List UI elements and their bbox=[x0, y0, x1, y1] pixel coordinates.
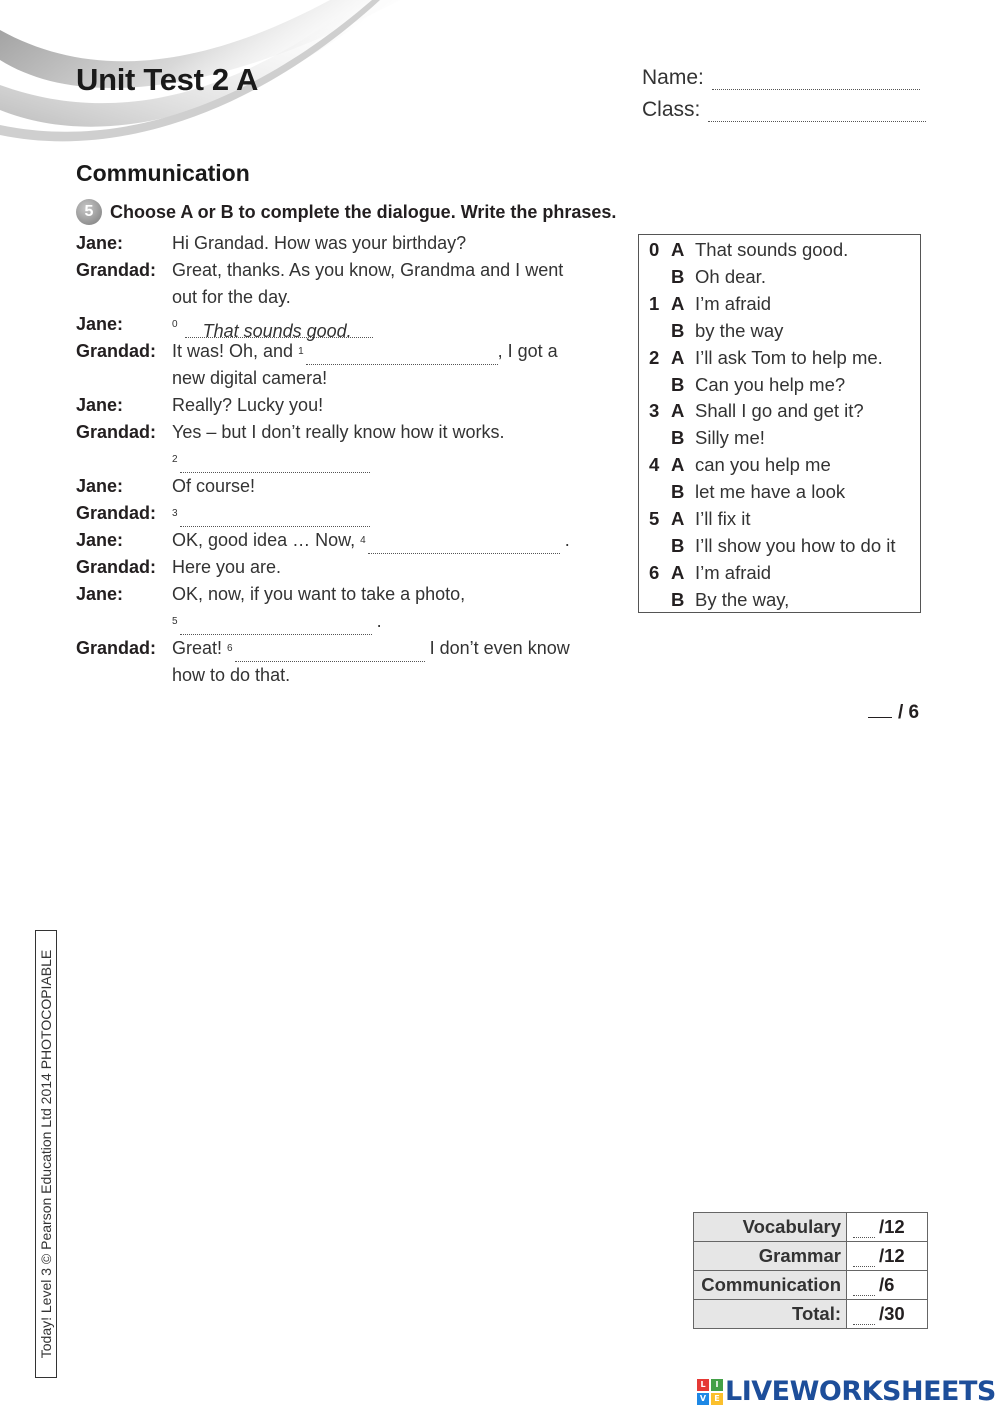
option-phrase: by the way bbox=[695, 319, 784, 341]
option-number: 5 bbox=[649, 508, 660, 530]
option-number: 1 bbox=[649, 292, 660, 314]
speech: out for the day. bbox=[172, 287, 291, 307]
score-max: /12 bbox=[879, 1245, 905, 1266]
option-row bbox=[649, 318, 920, 345]
exercise-score-max: / 6 bbox=[898, 702, 920, 723]
speech: new digital camera! bbox=[172, 368, 328, 388]
option-letter: A bbox=[671, 239, 685, 260]
score-input-line[interactable] bbox=[853, 1308, 875, 1325]
speech: Great! bbox=[172, 638, 223, 658]
name-label: Name: bbox=[642, 66, 704, 89]
speech: , I got a bbox=[497, 341, 558, 361]
score-cell[interactable] bbox=[847, 1300, 928, 1329]
copyright-text: Today! Level 3 © Pearson Education Ltd 2014 PHOTOCOPIABLE bbox=[38, 949, 54, 1359]
exercise-score-input[interactable] bbox=[868, 717, 892, 718]
section-title: Communication bbox=[76, 160, 250, 186]
dialogue-line bbox=[76, 473, 596, 500]
speech: Here you are. bbox=[172, 557, 282, 577]
name-input-line[interactable] bbox=[712, 73, 920, 90]
score-max: /12 bbox=[879, 1216, 905, 1237]
class-label: Class: bbox=[642, 98, 701, 121]
unit-title: Unit Test 2 A bbox=[76, 62, 259, 97]
option-row bbox=[649, 533, 920, 560]
options-box bbox=[638, 234, 921, 613]
dialogue-line bbox=[76, 581, 596, 635]
dialogue-line bbox=[76, 554, 596, 581]
speech: I don’t even know bbox=[429, 638, 570, 658]
exercise-score bbox=[868, 702, 919, 724]
gap-number: 4 bbox=[360, 535, 366, 546]
dialogue bbox=[76, 230, 596, 689]
option-row bbox=[649, 372, 920, 399]
option-phrase: By the way, bbox=[695, 588, 790, 610]
option-phrase: I’ll show you how to do it bbox=[695, 534, 896, 556]
answer-gap-4[interactable] bbox=[368, 533, 560, 554]
option-row bbox=[649, 345, 920, 372]
option-letter: B bbox=[671, 534, 685, 556]
class-field[interactable] bbox=[642, 98, 926, 122]
option-row bbox=[649, 587, 920, 614]
option-row bbox=[649, 291, 920, 318]
score-label: Communication bbox=[694, 1271, 847, 1300]
speaker: Jane: bbox=[76, 584, 124, 604]
answer-gap-5[interactable] bbox=[180, 614, 372, 635]
speaker: Grandad: bbox=[76, 638, 157, 658]
score-row bbox=[694, 1271, 928, 1300]
score-max: /30 bbox=[879, 1303, 905, 1324]
logo-letter: I bbox=[711, 1379, 723, 1391]
example-answer: That sounds good. bbox=[185, 318, 373, 338]
instruction bbox=[76, 199, 616, 225]
speaker: Grandad: bbox=[76, 341, 157, 361]
score-row bbox=[694, 1213, 928, 1242]
instruction-text: Choose A or B to complete the dialogue. Write the phrases. bbox=[110, 201, 617, 222]
speaker: Grandad: bbox=[76, 557, 157, 577]
gap-number: 3 bbox=[172, 508, 178, 519]
option-row bbox=[649, 506, 920, 533]
option-letter: A bbox=[671, 508, 685, 530]
option-number: 4 bbox=[649, 454, 660, 476]
option-row bbox=[649, 452, 920, 479]
speech: OK, good idea … Now, bbox=[172, 530, 356, 550]
option-row bbox=[649, 560, 920, 587]
gap-number: 0 bbox=[172, 319, 178, 330]
score-input-line[interactable] bbox=[853, 1221, 875, 1238]
logo-letter: V bbox=[697, 1393, 709, 1405]
score-cell[interactable] bbox=[847, 1271, 928, 1300]
option-letter: A bbox=[671, 400, 685, 422]
speech: . bbox=[564, 530, 570, 550]
dialogue-line bbox=[76, 635, 596, 689]
speech: how to do that. bbox=[172, 665, 291, 685]
dialogue-line bbox=[76, 257, 596, 311]
option-letter: A bbox=[671, 561, 685, 583]
speaker: Jane: bbox=[76, 530, 124, 550]
option-number bbox=[649, 587, 671, 614]
option-number: 0 bbox=[649, 239, 660, 260]
score-cell[interactable] bbox=[847, 1213, 928, 1242]
option-letter: B bbox=[671, 373, 685, 395]
dialogue-line bbox=[76, 419, 596, 473]
option-phrase: Can you help me? bbox=[695, 373, 846, 395]
score-row bbox=[694, 1300, 928, 1329]
option-phrase: I’m afraid bbox=[695, 292, 772, 314]
option-row bbox=[649, 425, 920, 452]
gap-number: 2 bbox=[172, 454, 178, 465]
option-number: 3 bbox=[649, 400, 660, 422]
option-letter: B bbox=[671, 265, 685, 287]
option-letter: B bbox=[671, 481, 685, 503]
score-input-line[interactable] bbox=[853, 1279, 875, 1296]
dialogue-line bbox=[76, 230, 596, 257]
dialogue-line bbox=[76, 392, 596, 419]
answer-gap-1[interactable] bbox=[306, 344, 498, 365]
answer-gap-6[interactable] bbox=[235, 641, 425, 662]
option-phrase: I’ll ask Tom to help me. bbox=[695, 346, 883, 368]
option-number: 2 bbox=[649, 346, 660, 368]
liveworksheets-brand bbox=[697, 1376, 996, 1407]
answer-gap-2[interactable] bbox=[180, 452, 370, 473]
option-number bbox=[649, 533, 671, 560]
gap-number: 5 bbox=[172, 616, 178, 627]
speech: Great, thanks. As you know, Grandma and I went bbox=[172, 260, 564, 280]
speech: It was! Oh, and bbox=[172, 341, 294, 361]
gap-number: 6 bbox=[227, 643, 233, 654]
gap-number: 1 bbox=[298, 346, 304, 357]
copyright-box bbox=[35, 930, 57, 1378]
speech: . bbox=[376, 611, 382, 631]
option-letter: A bbox=[671, 292, 685, 314]
option-letter: B bbox=[671, 427, 685, 449]
score-row bbox=[694, 1242, 928, 1271]
score-label: Vocabulary bbox=[694, 1213, 847, 1242]
option-row bbox=[649, 264, 920, 291]
option-phrase: let me have a look bbox=[695, 481, 846, 503]
option-phrase: That sounds good. bbox=[695, 239, 849, 260]
option-phrase: Silly me! bbox=[695, 427, 765, 449]
option-number bbox=[649, 264, 671, 291]
option-letter: A bbox=[671, 346, 685, 368]
dialogue-line bbox=[76, 500, 596, 527]
dialogue-line bbox=[76, 527, 596, 554]
speech: Hi Grandad. How was your birthday? bbox=[172, 233, 467, 253]
option-row bbox=[649, 479, 920, 506]
score-label: Grammar bbox=[694, 1242, 847, 1271]
speech: OK, now, if you want to take a photo, bbox=[172, 584, 466, 604]
speaker: Jane: bbox=[76, 314, 124, 334]
option-row bbox=[649, 398, 920, 425]
option-row bbox=[649, 237, 920, 264]
option-phrase: Shall I go and get it? bbox=[695, 400, 864, 422]
speaker: Grandad: bbox=[76, 422, 157, 442]
score-input-line[interactable] bbox=[853, 1250, 875, 1267]
speaker: Jane: bbox=[76, 233, 124, 253]
option-letter: B bbox=[671, 319, 685, 341]
logo-letter: E bbox=[711, 1393, 723, 1405]
score-summary-table bbox=[693, 1212, 928, 1329]
speaker: Jane: bbox=[76, 395, 124, 415]
option-phrase: can you help me bbox=[695, 454, 831, 476]
speech: Really? Lucky you! bbox=[172, 395, 324, 415]
speaker: Grandad: bbox=[76, 260, 157, 280]
option-number bbox=[649, 372, 671, 399]
score-cell[interactable] bbox=[847, 1242, 928, 1271]
score-max: /6 bbox=[879, 1274, 895, 1295]
option-number bbox=[649, 479, 671, 506]
option-number bbox=[649, 425, 671, 452]
option-phrase: I’m afraid bbox=[695, 561, 772, 583]
dialogue-line bbox=[76, 311, 596, 341]
liveworksheets-logo-icon bbox=[697, 1379, 723, 1405]
class-input-line[interactable] bbox=[708, 105, 926, 122]
speech: Of course! bbox=[172, 476, 256, 496]
speaker: Jane: bbox=[76, 476, 124, 496]
speaker: Grandad: bbox=[76, 503, 157, 523]
answer-gap-3[interactable] bbox=[180, 506, 370, 527]
option-letter: A bbox=[671, 454, 685, 476]
speech: Yes – but I don’t really know how it works. bbox=[172, 422, 505, 442]
option-phrase: Oh dear. bbox=[695, 265, 766, 287]
score-label: Total: bbox=[694, 1300, 847, 1329]
logo-letter: L bbox=[697, 1379, 709, 1391]
exercise-number-badge: 5 bbox=[76, 199, 102, 225]
option-number: 6 bbox=[649, 561, 660, 583]
option-letter: B bbox=[671, 588, 685, 610]
name-field[interactable] bbox=[642, 66, 920, 90]
option-phrase: I’ll fix it bbox=[695, 508, 751, 530]
option-number bbox=[649, 318, 671, 345]
dialogue-line bbox=[76, 338, 596, 392]
brand-text: LIVEWORKSHEETS bbox=[725, 1376, 996, 1407]
